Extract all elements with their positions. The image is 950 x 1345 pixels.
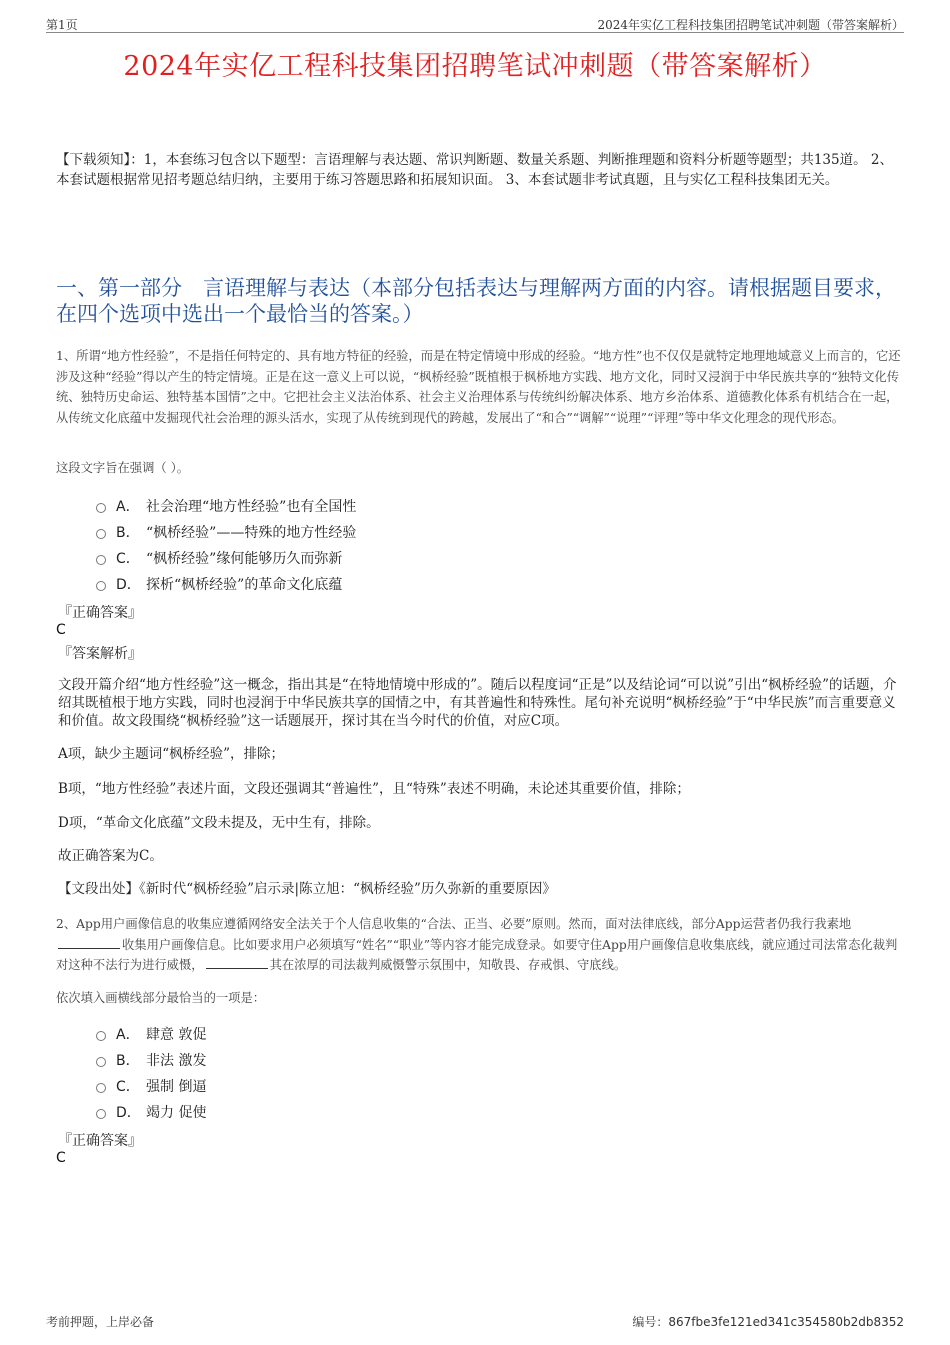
q2-answer-label: 『正确答案』	[58, 1133, 142, 1149]
option-text: 竭力 促使	[146, 1105, 207, 1121]
option-text: “枫桥经验”缘何能够历久而弥新	[146, 551, 343, 567]
q2-option-a[interactable]	[96, 1024, 206, 1044]
option-key: C．	[116, 551, 140, 567]
option-text: 强制 倒逼	[146, 1079, 207, 1095]
q2-stem: 依次填入画横线部分最恰当的一项是：	[56, 991, 266, 1005]
q1-note-a: A项，缺少主题词“枫桥经验”，排除；	[58, 746, 285, 762]
radio-icon[interactable]	[96, 529, 106, 539]
q1-option-a[interactable]	[96, 496, 356, 516]
option-text: 社会治理“地方性经验”也有全国性	[146, 499, 357, 515]
q1-note-d: D项，“革命文化底蕴”文段未提及，无中生有，排除。	[58, 815, 380, 831]
q1-conclusion: 故正确答案为C。	[58, 848, 163, 864]
radio-icon[interactable]	[96, 1109, 106, 1119]
q2-text-part1: 2、App用户画像信息的收集应遵循网络安全法关于个人信息收集的“合法、正当、必要”原则。然而，面对法律底线，部分App运营者仍我行我素地	[56, 917, 852, 931]
q2-option-b[interactable]	[96, 1050, 206, 1070]
radio-icon[interactable]	[96, 1057, 106, 1067]
q1-stem: 这段文字旨在强调（ ）。	[56, 461, 190, 475]
q1-option-b[interactable]	[96, 522, 356, 542]
page-number: 第1页	[46, 18, 78, 32]
option-text: 探析“枫桥经验”的革命文化底蕴	[146, 577, 343, 593]
option-key: B．	[116, 525, 140, 541]
q2-text-part3: 其在浓厚的司法裁判威慑警示氛围中，知敬畏、存戒惧、守底线。	[269, 958, 627, 972]
q1-option-d[interactable]	[96, 574, 342, 594]
option-key: D．	[116, 577, 141, 593]
radio-icon[interactable]	[96, 1031, 106, 1041]
option-key: D．	[116, 1105, 141, 1121]
section-title: 一、第一部分 言语理解与表达（本部分包括表达与理解两方面的内容。请根据题目要求，在四个选项中选出一个最恰当的答案。）	[56, 276, 896, 326]
q1-answer: C	[56, 622, 66, 638]
option-key: B．	[116, 1053, 140, 1069]
fill-blank-1[interactable]	[58, 936, 120, 949]
footer-code-label: 编号：	[632, 1315, 669, 1329]
radio-icon[interactable]	[96, 503, 106, 513]
q1-answer-label: 『正确答案』	[58, 605, 142, 621]
radio-icon[interactable]	[96, 581, 106, 591]
q1-passage: 1、所谓“地方性经验”，不是指任何特定的、具有地方特征的经验，而是在特定情境中形成的经验。“地方性”也不仅仅是就特定地理地域意义上而言的，它还涉及这种“经验”得以产生的特定情境。正是在这一意义上可以说，“枫桥经验”既植根于枫桥地方实践、地方文化，同时又浸润于中华民族共享的“独特文化传统、独特历史命运、独特基本国情”之中。它把社会主义法治体系、社会主义治理体系与传统纠纷解决体系、地方乡治体系、道德教化体系有机结合在一起，从传统文化底蕴中发掘现代社会治理的源头活水，实现了从传统到现代的跨越，发展出了“和合”“调解”“说理”“评理”等中华文化理念的现代形态。	[56, 349, 901, 425]
page-header	[46, 14, 904, 33]
footer-code	[632, 1313, 904, 1330]
q2-option-c[interactable]	[96, 1076, 206, 1096]
footer-slogan: 考前押题，上岸必备	[46, 1315, 155, 1329]
footer-code-value: 867fbe3fe121ed341c354580b2db8352	[668, 1315, 904, 1329]
option-text: 肆意 敦促	[146, 1027, 207, 1043]
q1-source: 【文段出处】《新时代“枫桥经验”启示录|陈立旭：“枫桥经验”历久弥新的重要原因》	[58, 881, 556, 897]
q2-text-part2: 收集用户画像信息。比如要求用户必须填写“姓名”“职业”等内容才能完成登录。如要守住App用户画像信息收集底线，就应通过司法常态化裁判对这种不法行为进行威慑，	[56, 937, 898, 972]
document-title: 2024年实亿工程科技集团招聘笔试冲刺题（带答案解析）	[123, 51, 827, 82]
option-text: 非法 激发	[146, 1053, 207, 1069]
option-key: C．	[116, 1079, 140, 1095]
q1-analysis: 文段开篇介绍“地方性经验”这一概念，指出其是“在特地情境中形成的”。随后以程度词“正是”以及结论词“可以说”引出“枫桥经验”的话题，介绍其既植根于地方实践，同时也浸润于中华民族共享的国情之中，有其普遍性和特殊性。尾句补充说明“枫桥经验”于“中华民族”而言重要意义和价值。故文段围绕“枫桥经验”这一话题展开，探讨其在当今时代的价值，对应C项。	[58, 677, 897, 729]
q1-note-b: B项，“地方性经验”表述片面，文段还强调其“普遍性”，且“特殊”表述不明确，未论述其重要价值，排除；	[58, 781, 690, 797]
radio-icon[interactable]	[96, 1083, 106, 1093]
download-notice: 【下载须知】：1，本套练习包含以下题型：言语理解与表达题、常识判断题、数量关系题、判断推理题和资料分析题等题型；共135道。 2、本套试题根据常见招考题总结归纳，主要用于练习答题思路和拓展知识面。 3、本套试题非考试真题，且与实亿工程科技集团无关。	[56, 152, 893, 188]
q2-passage	[56, 914, 902, 976]
q1-analysis-label: 『答案解析』	[58, 646, 142, 662]
q1-option-c[interactable]	[96, 548, 342, 568]
header-doc-title: 2024年实亿工程科技集团招聘笔试冲刺题（带答案解析）	[597, 18, 904, 32]
option-key: A．	[116, 1027, 140, 1043]
option-key: A．	[116, 499, 140, 515]
q2-option-d[interactable]	[96, 1102, 206, 1122]
option-text: “枫桥经验”——特殊的地方性经验	[146, 525, 357, 541]
radio-icon[interactable]	[96, 555, 106, 565]
fill-blank-2[interactable]	[206, 956, 268, 969]
q2-answer: C	[56, 1150, 66, 1166]
